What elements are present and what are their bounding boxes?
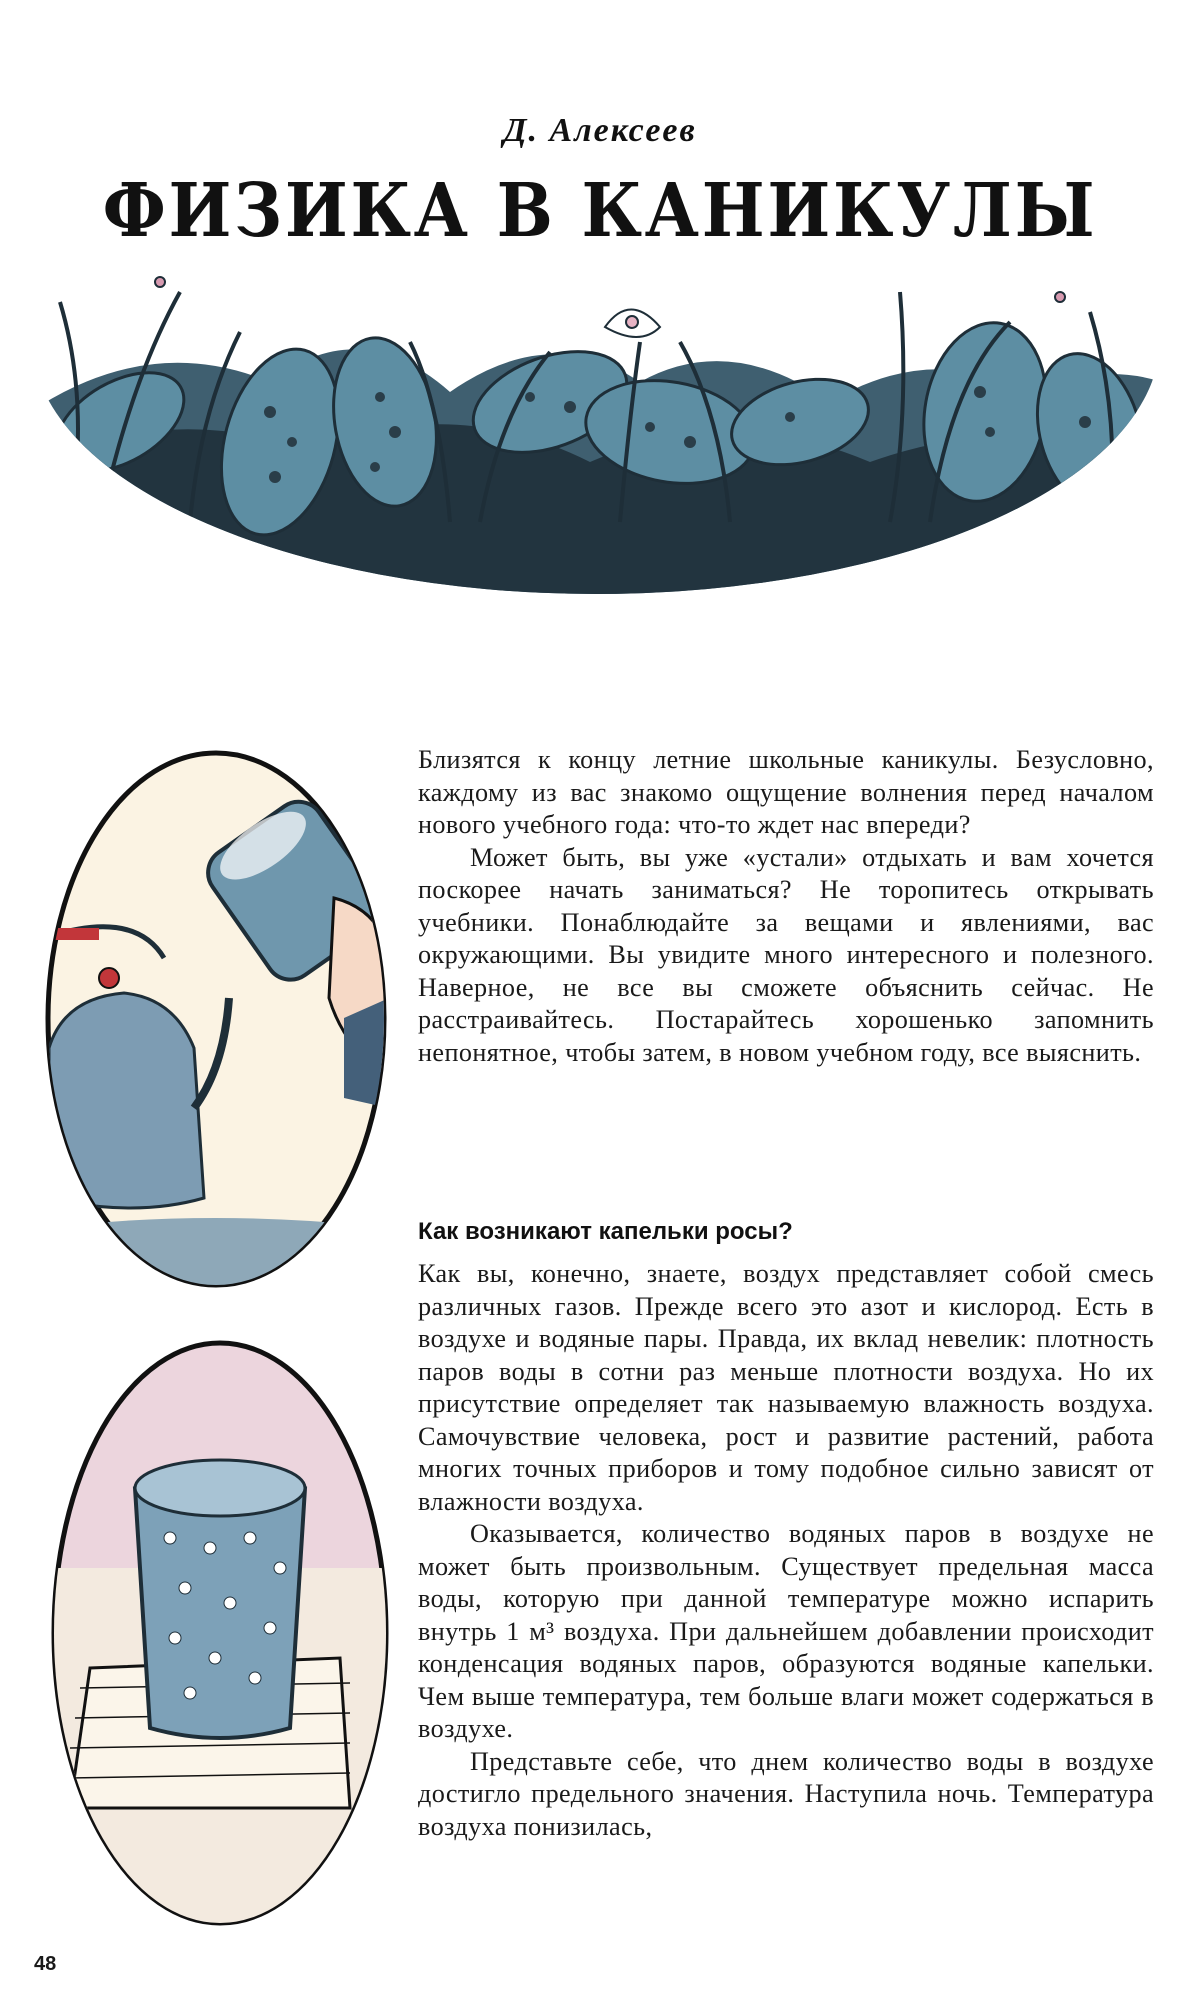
intro-text xyxy=(418,744,1154,1069)
author-name: Д. Алексеев xyxy=(503,112,697,149)
kettle-jar-illustration xyxy=(44,748,389,1290)
header-plants-illustration xyxy=(30,82,1162,597)
section-text xyxy=(418,1258,1154,1843)
intro-paragraph-2: Может быть, вы уже «устали» отдыхать и вам хочется поскорее начать заниматься? Не торопитесь открывать учебники. Понаблюдайте за вещами и явлениями, вас окружающими. Вы увидите много интересного и полезного. Наверное, не все вы сможете объяснить сейчас. Не расстраивайтесь. Постарайтесь хорошенько запомнить непонятное, чтобы затем, в новом учебном году, все выяснить. xyxy=(418,842,1154,1067)
intro-paragraph-1: Близятся к концу летние школьные каникулы. Безусловно, каждому из вас знакомо ощущение волнения перед началом нового учебного года: что-то ждет нас впереди? xyxy=(418,745,1154,839)
section-paragraph-1: Как вы, конечно, знаете, воздух представляет собой смесь различных газов. Прежде всего это азот и кислород. Есть в воздухе и водяные пары. Правда, их вклад невелик: плотность паров воды в сотни раз меньше плотности воздуха. Но их присутствие определяет так называемую влажность воздуха. Самочувствие человека, рост и развитие растений, работа многих точных приборов и тому подобное сильно зависят от влажности воздуха. xyxy=(418,1259,1154,1516)
article-title: ФИЗИКА В КАНИКУЛЫ xyxy=(102,168,1098,254)
section-paragraph-3: Представьте себе, что днем количество воды в воздухе достигло предельного значения. Наступила ночь. Температура воздуха понизилась, xyxy=(418,1746,1154,1841)
section-heading: Как возникают капельки росы? xyxy=(418,1218,793,1245)
page-number: 48 xyxy=(34,1953,57,1975)
glass-dew-illustration xyxy=(50,1338,390,1928)
section-paragraph-2: Оказывается, количество водяных паров в воздухе не может быть произвольным. Существует предельная масса воды, которую при данной температуре можно испарить внутрь 1 м³ воздуха. При дальнейшем добавлении происходит конденсация водяных паров, образуются водяные капельки. Чем выше температура, тем больше влаги может содержаться в воздухе. xyxy=(418,1519,1154,1743)
